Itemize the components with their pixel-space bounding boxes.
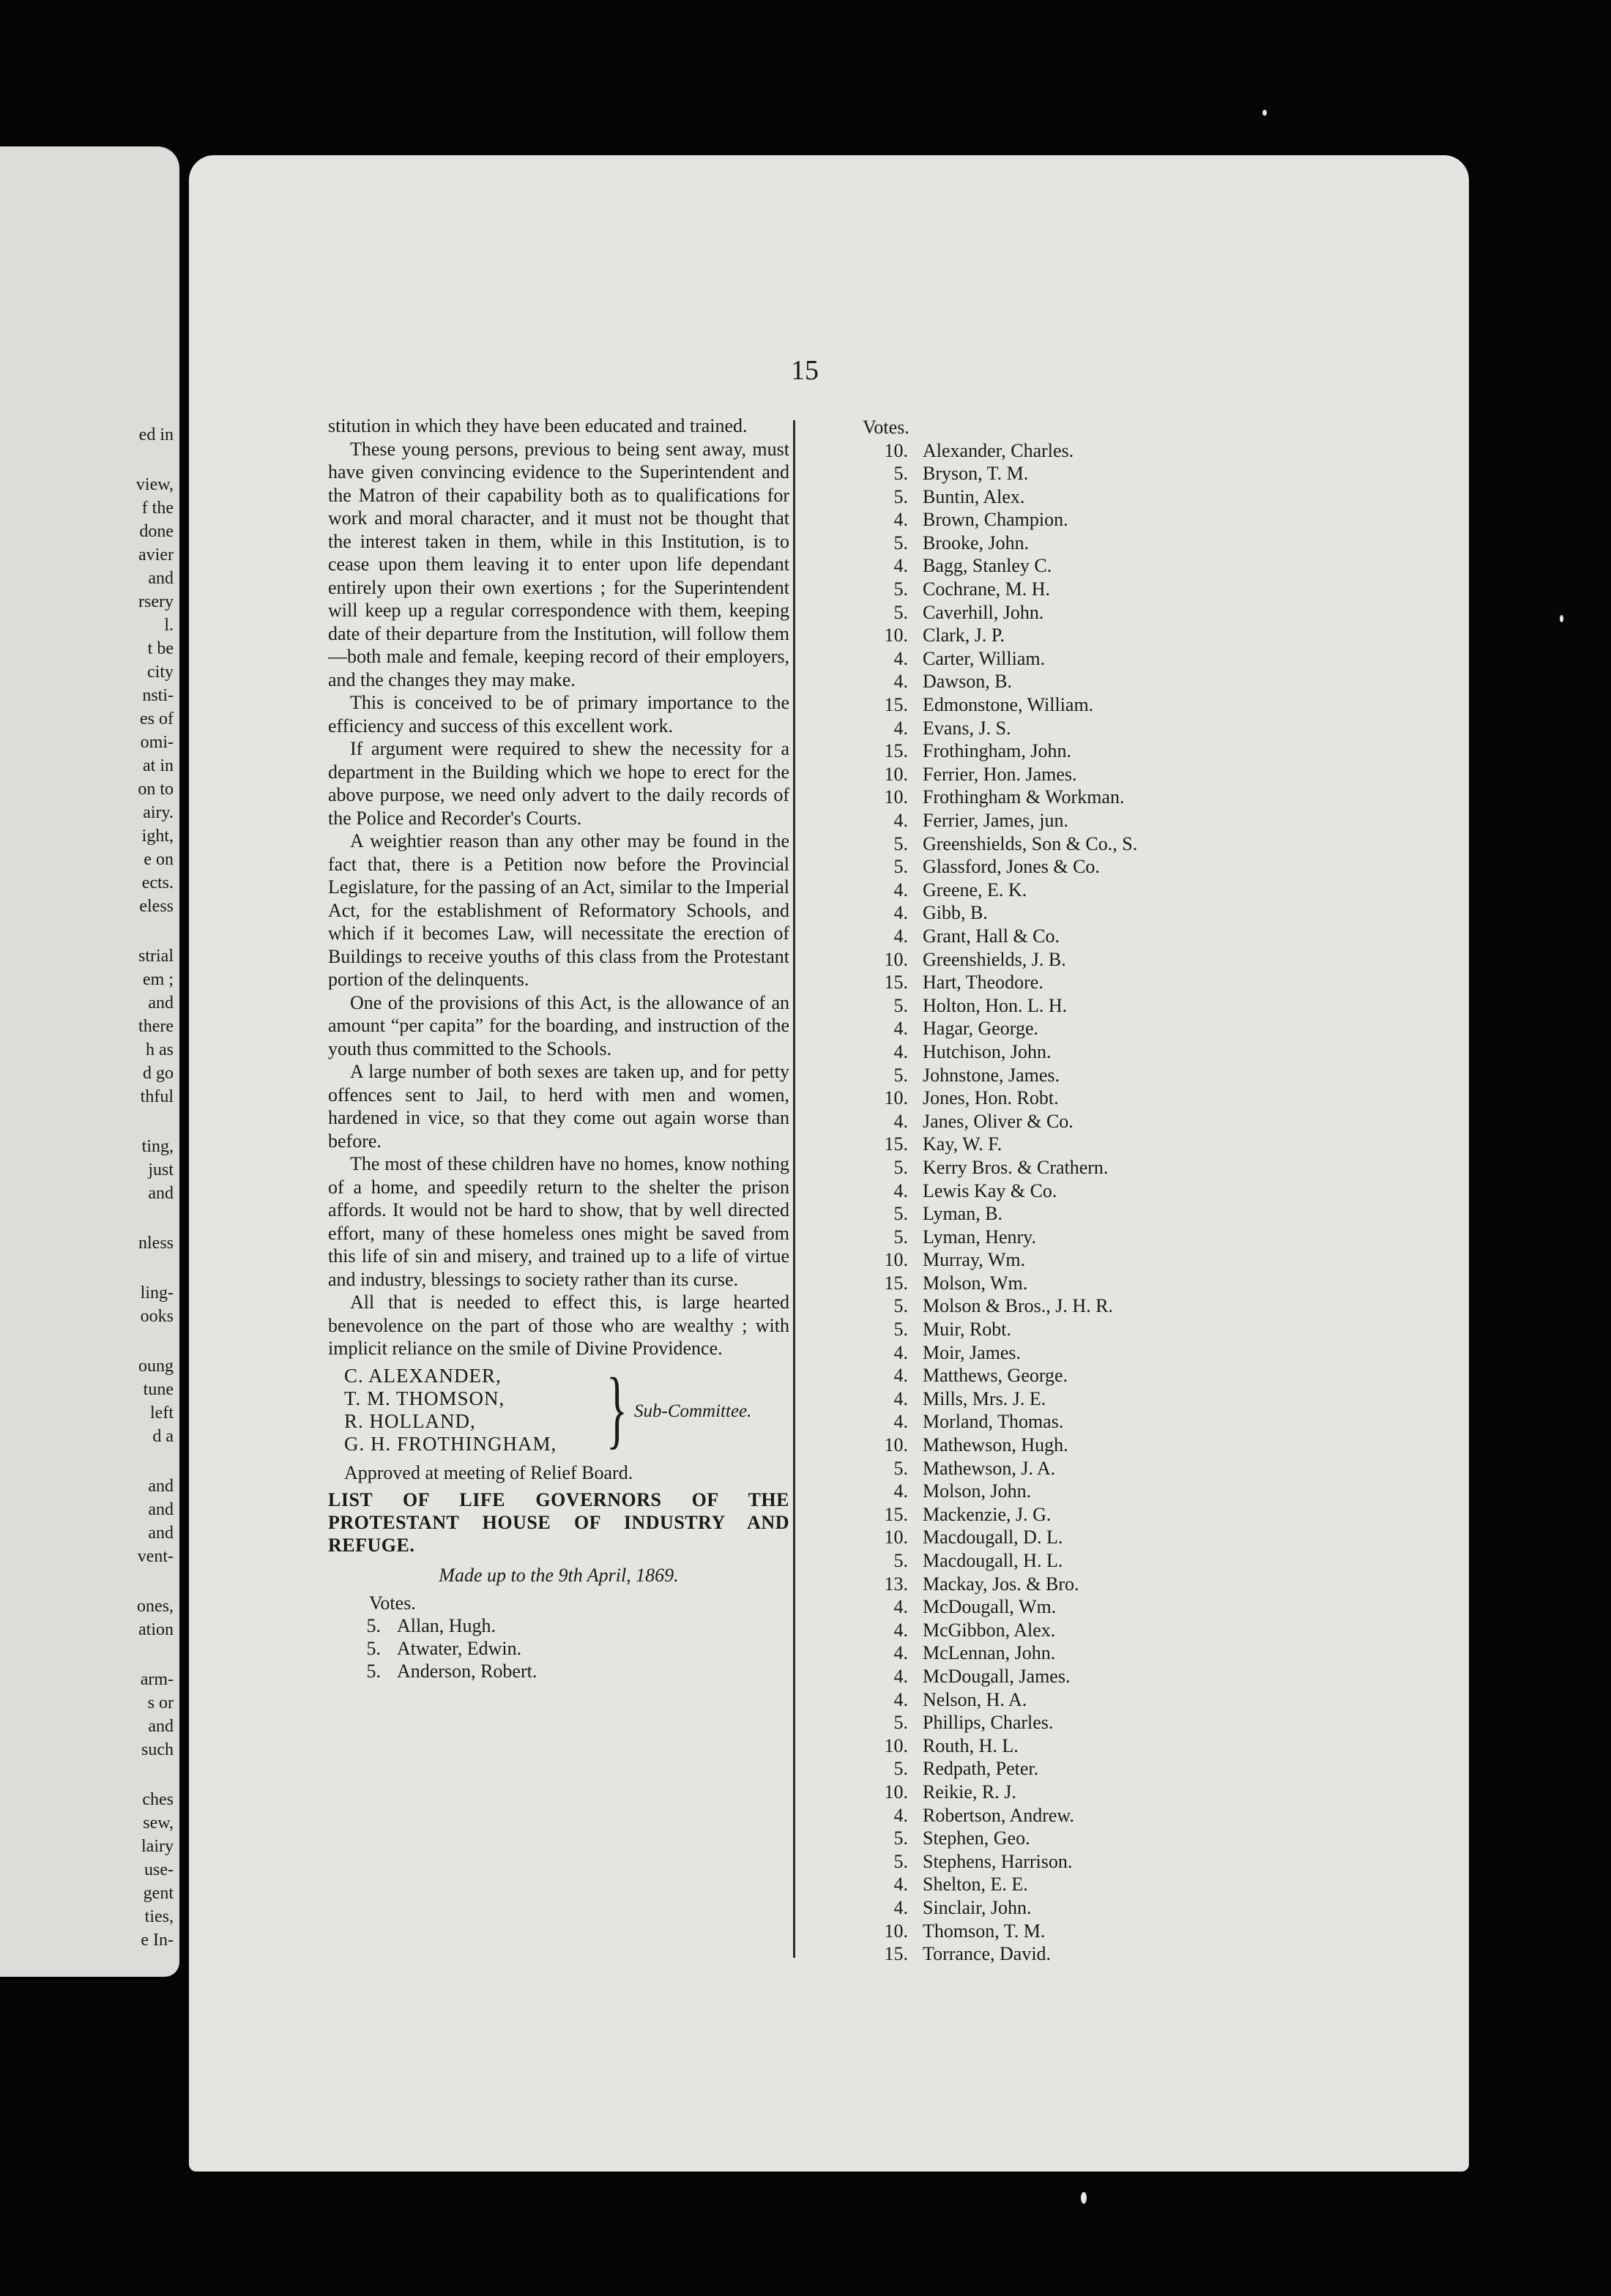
governor-name: Phillips, Charles. (923, 1712, 1054, 1734)
governor-name: Kerry Bros. & Crathern. (923, 1156, 1109, 1178)
list-item (825, 439, 1235, 463)
fragment-text: avier (138, 545, 174, 564)
governors-list-start (328, 1614, 789, 1682)
vote-count: 4. (893, 810, 908, 831)
list-item (825, 879, 1235, 902)
governor-name: Mackenzie, J. G. (923, 1503, 1052, 1525)
vote-count: 4. (893, 1341, 908, 1363)
right-column (825, 416, 1235, 1966)
fragment-text: ones, (137, 1597, 174, 1616)
vote-count: 4. (893, 1480, 908, 1502)
list-item (825, 578, 1235, 601)
fragment-text: there (138, 1017, 174, 1036)
list-item (825, 1873, 1235, 1896)
vote-count: 4. (893, 925, 908, 947)
list-item (825, 1457, 1235, 1480)
list-item (825, 809, 1235, 832)
list-item (825, 1781, 1235, 1804)
vote-count: 4. (893, 1365, 908, 1387)
governor-name: Allan, Hugh. (397, 1615, 496, 1636)
fragment-text: gent (143, 1884, 174, 1903)
fragment-text: e on (144, 850, 174, 869)
governor-name: Jones, Hon. Robt. (923, 1087, 1059, 1109)
fragment-text: t be (147, 639, 174, 658)
fragment-text: e In- (141, 1931, 174, 1950)
fragment-text: lairy (141, 1837, 174, 1856)
governor-name: Alexander, Charles. (923, 439, 1074, 461)
vote-count: 4. (893, 1387, 908, 1409)
governor-name: Murray, Wm. (923, 1249, 1026, 1271)
governor-name: Torrance, David. (923, 1943, 1052, 1965)
list-item (825, 1040, 1235, 1064)
fragment-text: left (150, 1404, 174, 1423)
paragraph: A large number of both sexes are taken up, and for petty offences sent to Jail, to herd with men and women, hardened in vice, so that they come out again worse than before. (328, 1061, 789, 1152)
ink-speck (1227, 2131, 1232, 2135)
fragment-text: l. (164, 616, 174, 635)
fragment-text: and (148, 569, 174, 588)
fragment-text: ting, (141, 1137, 174, 1156)
votes-header: Votes. (863, 417, 909, 438)
governor-name: Routh, H. L. (923, 1734, 1019, 1756)
governor-name: Macdougall, D. L. (923, 1527, 1063, 1548)
fragment-text: and (148, 1184, 174, 1203)
vote-count: 15. (884, 1503, 908, 1525)
list-item (825, 462, 1235, 485)
facing-page-fragment (0, 146, 179, 1977)
list-item (825, 1202, 1235, 1226)
list-item (825, 1364, 1235, 1387)
vote-count: 10. (884, 1781, 908, 1803)
governor-name: Lyman, Henry. (923, 1226, 1036, 1248)
fragment-text: tune (143, 1380, 174, 1399)
vote-count: 10. (884, 763, 908, 785)
governor-name: Matthews, George. (923, 1365, 1068, 1387)
signatory: T. M. THOMSON, (344, 1387, 505, 1409)
governor-name: Shelton, E. E. (923, 1874, 1028, 1896)
fragment-text: nless (138, 1234, 174, 1253)
fragment-text: use- (144, 1860, 174, 1879)
vote-count: 5. (893, 532, 908, 554)
vote-count: 4. (893, 1665, 908, 1687)
fragment-text: and (148, 1477, 174, 1496)
vote-count: 5. (893, 485, 908, 507)
vote-count: 4. (893, 1642, 908, 1664)
governor-name: Redpath, Peter. (923, 1758, 1039, 1780)
governor-name: Janes, Oliver & Co. (923, 1110, 1074, 1132)
vote-count: 5. (893, 1226, 908, 1248)
governor-name: Molson, John. (923, 1480, 1032, 1502)
fragment-text: and (148, 1500, 174, 1519)
governor-name: Macdougall, H. L. (923, 1550, 1063, 1571)
paragraph: One of the provisions of this Act, is the allowance of an amount “per capita” for the boarding, and instruction of the youth thus committed to the Schools. (328, 991, 789, 1059)
signatory: R. HOLLAND, (344, 1409, 476, 1432)
governor-name: Molson & Bros., J. H. R. (923, 1295, 1114, 1317)
list-item (825, 1549, 1235, 1573)
vote-count: 4. (893, 1804, 908, 1826)
fragment-text: ed in (138, 425, 174, 444)
vote-count: 4. (893, 1110, 908, 1132)
fragment-text: ooks (140, 1307, 174, 1326)
vote-count: 15. (884, 694, 908, 716)
list-item (825, 717, 1235, 740)
vote-count: 4. (893, 671, 908, 693)
vote-count: 5. (893, 1758, 908, 1780)
governor-name: Mackay, Jos. & Bro. (923, 1573, 1079, 1595)
vote-count: 13. (884, 1573, 908, 1595)
list-item (825, 1526, 1235, 1549)
list-item (825, 1272, 1235, 1295)
governor-name: McGibbon, Alex. (923, 1619, 1056, 1641)
vote-count: 5. (366, 1660, 381, 1682)
vote-count: 4. (893, 1411, 908, 1433)
vote-count: 15. (884, 740, 908, 762)
paragraph: This is conceived to be of primary importance to the efficiency and success of this excellent work. (328, 692, 789, 737)
vote-count: 4. (893, 902, 908, 924)
list-item (825, 1688, 1235, 1712)
list-item (825, 1294, 1235, 1318)
list-item (825, 1757, 1235, 1781)
governor-name: Bagg, Stanley C. (923, 555, 1052, 577)
committee-label: Sub-Committee. (634, 1401, 752, 1421)
fragment-text: and (148, 1524, 174, 1543)
list-item (825, 1665, 1235, 1688)
list-item (328, 1637, 789, 1660)
vote-count: 5. (893, 601, 908, 623)
governor-name: Greenshields, J. B. (923, 948, 1066, 970)
vote-count: 5. (893, 832, 908, 854)
list-item (825, 855, 1235, 879)
vote-count: 4. (893, 717, 908, 739)
vote-count: 4. (893, 879, 908, 901)
fragment-text: ects. (141, 873, 174, 892)
ink-speck (1081, 2192, 1087, 2204)
vote-count: 4. (893, 555, 908, 577)
vote-count: 10. (884, 439, 908, 461)
list-item (825, 532, 1235, 555)
fragment-text: d go (143, 1064, 174, 1083)
vote-count: 10. (884, 786, 908, 808)
list-item (825, 1156, 1235, 1179)
list-item (825, 1734, 1235, 1758)
governor-name: Hart, Theodore. (923, 972, 1043, 994)
approval-note: Approved at meeting of Relief Board. (344, 1461, 633, 1483)
governor-name: Frothingham, John. (923, 740, 1071, 762)
list-item (825, 1110, 1235, 1133)
list-date: Made up to the 9th April, 1869. (439, 1565, 679, 1586)
fragment-text: and (148, 1717, 174, 1736)
governor-name: Frothingham & Workman. (923, 786, 1125, 808)
governor-name: Hagar, George. (923, 1018, 1039, 1040)
list-item (825, 1133, 1235, 1156)
governors-list (825, 439, 1235, 1966)
fragment-text: omi- (140, 733, 174, 752)
fragment-text: es of (140, 709, 174, 728)
governor-name: Glassford, Jones & Co. (923, 856, 1100, 878)
vote-count: 4. (893, 1596, 908, 1618)
vote-count: 5. (893, 1457, 908, 1479)
governor-name: Bryson, T. M. (923, 463, 1029, 485)
governor-name: Sinclair, John. (923, 1896, 1032, 1918)
vote-count: 4. (893, 647, 908, 669)
paragraph: stitution in which they have been educated and trained. (328, 415, 748, 436)
list-item (825, 624, 1235, 647)
paragraph: The most of these children have no homes, know nothing of a home, and speedily return to the shelter the prison affords. It would not be hard to show, that by well directed effort, many of these homeless ones might be saved from this life of sin and misery, and trained up to a life of virtue and industry, blessings to society rather than its curse. (328, 1153, 789, 1290)
list-item (825, 1064, 1235, 1087)
governor-name: McDougall, Wm. (923, 1596, 1057, 1618)
governor-name: Cochrane, M. H. (923, 578, 1051, 600)
governor-name: Dawson, B. (923, 671, 1013, 693)
governor-name: Buntin, Alex. (923, 485, 1025, 507)
list-item (328, 1660, 789, 1682)
governor-name: Brown, Champion. (923, 509, 1068, 531)
vote-count: 4. (893, 1688, 908, 1710)
vote-count: 10. (884, 1249, 908, 1271)
list-item (825, 1410, 1235, 1434)
fragment-text: d a (152, 1427, 174, 1446)
fragment-text: airy. (143, 803, 174, 822)
list-item (825, 1179, 1235, 1203)
governor-name: Caverhill, John. (923, 601, 1044, 623)
vote-count: 5. (893, 1319, 908, 1341)
fragment-text: ight, (141, 827, 174, 846)
list-item (825, 1942, 1235, 1966)
vote-count: 15. (884, 1943, 908, 1965)
governor-name: Johnstone, James. (923, 1064, 1060, 1086)
vote-count: 5. (893, 1203, 908, 1225)
paragraph: A weightier reason than any other may be found in the fact that, there is a Petition now before the Provincial Legislature, for the passing of an Act, similar to the Imperial Act, for the establishment of Reformatory Schools, and which if it becomes Law, will necessitate the erection of Buildings to receive youths of this class from the Protestant portion of the delinquents. (328, 830, 789, 990)
fragment-text: oung (138, 1357, 174, 1376)
list-item (825, 508, 1235, 532)
vote-count: 5. (366, 1638, 381, 1659)
governor-name: Robertson, Andrew. (923, 1804, 1075, 1826)
governor-name: Thomson, T. M. (923, 1920, 1046, 1942)
fragment-text: ation (138, 1620, 174, 1639)
vote-count: 10. (884, 1434, 908, 1456)
list-item (825, 554, 1235, 578)
governor-name: Ferrier, Hon. James. (923, 763, 1077, 785)
vote-count: 5. (893, 1156, 908, 1178)
list-item (825, 693, 1235, 717)
governor-name: Clark, J. P. (923, 625, 1005, 646)
vote-count: 5. (893, 856, 908, 878)
signatory: G. H. FROTHINGHAM, (344, 1432, 557, 1455)
fragment-text: done (139, 522, 174, 541)
list-item (825, 1595, 1235, 1619)
vote-count: 4. (893, 1896, 908, 1918)
list-item (825, 786, 1235, 809)
list-item (825, 1641, 1235, 1665)
fragment-text: sew, (143, 1814, 174, 1833)
list-item (825, 1480, 1235, 1503)
list-item (825, 1434, 1235, 1457)
list-item (825, 1804, 1235, 1827)
list-item (825, 1017, 1235, 1040)
page-number: 15 (791, 355, 819, 386)
governor-name: Lyman, B. (923, 1203, 1003, 1225)
fragment-text: city (147, 663, 174, 682)
vote-count: 4. (893, 1040, 908, 1062)
fragment-text: em ; (143, 970, 174, 989)
vote-count: 10. (884, 1734, 908, 1756)
list-item (825, 971, 1235, 994)
list-item (825, 1086, 1235, 1110)
governor-name: Gibb, B. (923, 902, 988, 924)
fragment-text: at in (143, 756, 174, 775)
list-item (825, 948, 1235, 972)
fragment-text: just (148, 1160, 174, 1179)
brace-icon: } (606, 1359, 628, 1457)
list-item (825, 901, 1235, 925)
vote-count: 4. (893, 1179, 908, 1201)
vote-count: 5. (893, 1850, 908, 1872)
vote-count: 4. (893, 509, 908, 531)
vote-count: 15. (884, 1272, 908, 1294)
governor-name: Muir, Robt. (923, 1319, 1012, 1341)
fragment-text: ties, (144, 1907, 174, 1926)
governor-name: Ferrier, James, jun. (923, 810, 1068, 831)
fragment-text: nsti- (142, 686, 174, 705)
governor-name: Lewis Kay & Co. (923, 1179, 1057, 1201)
governor-name: McLennan, John. (923, 1642, 1056, 1664)
fragment-text: ling- (140, 1283, 174, 1302)
governor-name: Mathewson, Hugh. (923, 1434, 1068, 1456)
fragment-text: and (148, 994, 174, 1013)
governor-name: Greene, E. K. (923, 879, 1027, 901)
governor-name: Grant, Hall & Co. (923, 925, 1060, 947)
fragment-text: rsery (138, 592, 174, 611)
fragment-text: ches (142, 1790, 174, 1809)
vote-count: 5. (893, 463, 908, 485)
fragment-text: vent- (137, 1547, 174, 1566)
list-title: LIST OF LIFE GOVERNORS OF THE PROTESTANT HOUSE OF INDUSTRY AND REFUGE. (328, 1489, 789, 1556)
paragraph: These young persons, previous to being sent away, must have given convincing evidence to the Superintendent and the Matron of their capability both as to qualifications for work and moral character, and it must not be thought that the interest taken in them, while in this Institution, is to cease upon them leaving it to enter upon life dependant entirely upon their own exertions ; for the Superintendent will keep up a regular correspondence with them, keeping date of their departure from the Institution, will follow them—both male and female, keeping record of their employers, and the changes they may make. (328, 438, 789, 690)
fragment-text: strial (138, 947, 174, 966)
governor-name: Anderson, Robert. (397, 1660, 537, 1682)
governor-name: Brooke, John. (923, 532, 1030, 554)
vote-count: 15. (884, 1133, 908, 1155)
vote-count: 10. (884, 1087, 908, 1109)
governor-name: Reikie, R. J. (923, 1781, 1016, 1803)
column-divider (793, 420, 795, 1958)
list-item (825, 670, 1235, 693)
fragment-text: s or (147, 1693, 174, 1712)
ink-speck (1560, 615, 1563, 622)
list-item (825, 763, 1235, 786)
vote-count: 10. (884, 1527, 908, 1548)
list-item (825, 1226, 1235, 1249)
list-item (825, 994, 1235, 1018)
fragment-text: thful (140, 1087, 174, 1106)
list-item (825, 1920, 1235, 1943)
list-item (825, 1896, 1235, 1920)
list-item (825, 485, 1235, 509)
governor-name: Evans, J. S. (923, 717, 1011, 739)
governor-name: Morland, Thomas. (923, 1411, 1064, 1433)
paragraph: If argument were required to shew the necessity for a department in the Building which we hope to erect for the above purpose, we need only advert to the daily records of the Police and Recorder's Courts. (328, 738, 789, 829)
governor-name: Molson, Wm. (923, 1272, 1028, 1294)
list-item (825, 739, 1235, 763)
governor-name: McDougall, James. (923, 1665, 1071, 1687)
list-item (825, 1387, 1235, 1411)
vote-count: 5. (893, 1064, 908, 1086)
vote-count: 5. (893, 1712, 908, 1734)
vote-count: 5. (893, 994, 908, 1016)
vote-count: 5. (893, 578, 908, 600)
vote-count: 10. (884, 948, 908, 970)
vote-count: 15. (884, 972, 908, 994)
vote-count: 4. (893, 1874, 908, 1896)
fragment-text: eless (139, 897, 174, 916)
governor-name: Holton, Hon. L. H. (923, 994, 1068, 1016)
list-item (825, 1711, 1235, 1734)
list-item (825, 1850, 1235, 1874)
governor-name: Kay, W. F. (923, 1133, 1002, 1155)
vote-count: 10. (884, 1920, 908, 1942)
vote-count: 4. (893, 1619, 908, 1641)
governor-name: Mills, Mrs. J. E. (923, 1387, 1046, 1409)
list-item (825, 1619, 1235, 1642)
governor-name: Stephens, Harrison. (923, 1850, 1073, 1872)
vote-count: 5. (366, 1615, 381, 1636)
governor-name: Hutchison, John. (923, 1040, 1052, 1062)
list-item (825, 925, 1235, 948)
vote-count: 5. (893, 1295, 908, 1317)
governor-name: Nelson, H. A. (923, 1688, 1027, 1710)
list-item (825, 647, 1235, 671)
list-item (825, 1341, 1235, 1365)
governor-name: Carter, William. (923, 647, 1046, 669)
fragment-text: arm- (140, 1670, 174, 1689)
vote-count: 5. (893, 1550, 908, 1571)
list-item (328, 1614, 789, 1637)
governor-name: Edmonstone, William. (923, 694, 1094, 716)
vote-count: 5. (893, 1827, 908, 1849)
signature-block (328, 1359, 789, 1458)
list-item (825, 601, 1235, 625)
fragment-text: h as (146, 1040, 174, 1059)
governor-name: Mathewson, J. A. (923, 1457, 1056, 1479)
votes-header: Votes. (369, 1592, 416, 1614)
paragraph: All that is needed to effect this, is large hearted benevolence on the part of those who are wealthy ; with implicit reliance on the smile of Divine Providence. (328, 1292, 789, 1359)
list-item (825, 832, 1235, 856)
list-item (825, 1573, 1235, 1596)
vote-count: 10. (884, 625, 908, 646)
governor-name: Stephen, Geo. (923, 1827, 1030, 1849)
ink-speck (1262, 110, 1267, 116)
fragment-text: such (141, 1740, 174, 1759)
governor-name: Moir, James. (923, 1341, 1021, 1363)
fragment-text: view, (135, 475, 174, 494)
fragment-text: on to (138, 780, 174, 799)
list-item (825, 1248, 1235, 1272)
governor-name: Atwater, Edwin. (397, 1638, 522, 1659)
signatory: C. ALEXANDER, (344, 1364, 502, 1387)
fragment-text: f the (141, 499, 174, 518)
list-item (825, 1503, 1235, 1527)
vote-count: 4. (893, 1018, 908, 1040)
list-item (825, 1318, 1235, 1341)
governor-name: Greenshields, Son & Co., S. (923, 832, 1138, 854)
left-text-column (328, 414, 789, 1682)
list-item (825, 1827, 1235, 1850)
